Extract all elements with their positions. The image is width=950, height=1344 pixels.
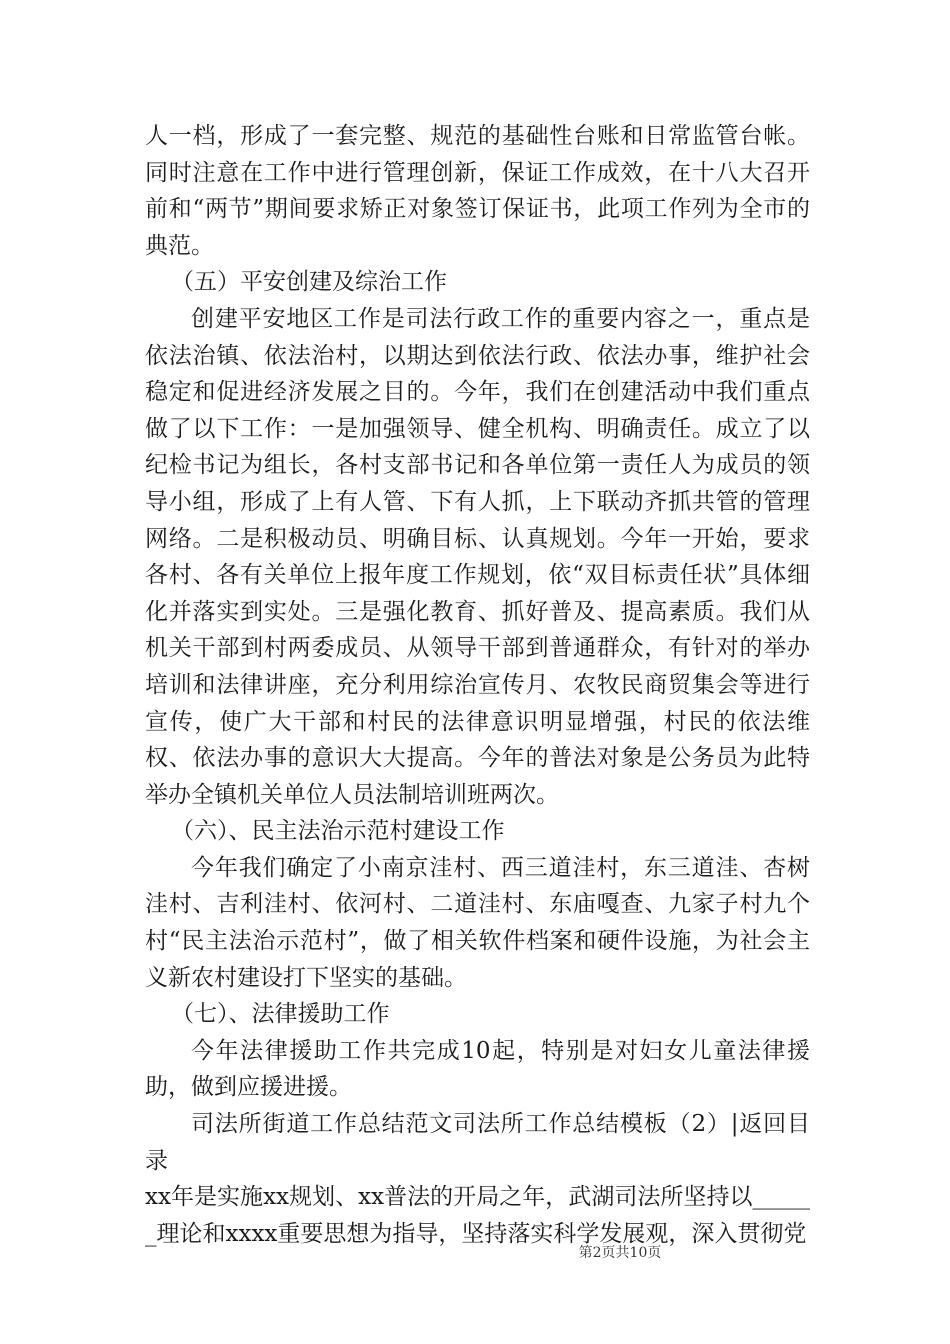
section-heading-democratic-villages: （六）、民主法治示范村建设工作 xyxy=(171,818,505,845)
paragraph-archive-management: 人一档，形成了一套完整、规范的基础性台账和日常监管台帐。同时注意在工作中进行管理创新，保证工作成效，在十八大召开前和“两节”期间要求矫正对象签订保证书，此项工作列为全市的典范。 xyxy=(145,123,810,259)
paragraph-safety-creation: 创建平安地区工作是司法行政工作的重要内容之一，重点是依法治镇、依法治村，以期达到依法行政、依法办事，维护社会稳定和促进经济发展之目的。今年，我们在创建活动中我们重点做了以下工作：一是加强领导、健全机构、明确责任。成立了以纪检书记为组长，各村支部书记和各单位第一责任人为成员的领导小组，形成了上有人管、下有人抓，上下联动齐抓共管的管理网络。二是积极动员、明确目标、认真规划。今年一开始，要求各村、各有关单位上报年度工作规划，依“双目标责任状”具体细化并落实到实处。三是强化教育、抓好普及、提高素质。我们从机关干部到村两委成员、从领导干部到普通群众，有针对的举办培训和法律讲座，充分利用综治宣传月、农牧民商贸集会等进行宣传，使广大干部和村民的法律意识明显增强，村民的依法维权、依法办事的意识大大提高。今年的普法对象是公务员为此特举办全镇机关单位人员法制培训班两次。 xyxy=(145,305,810,808)
page-number: 第2页共10页 xyxy=(578,1245,662,1261)
document-body xyxy=(145,118,810,1252)
paragraph-democratic-villages: 今年我们确定了小南京洼村、西三道洼村，东三道洼、杏树洼村、吉利洼村、依河村、二道洼村、东庙嘎查、九家子村九个村“民主法治示范村”，做了相关软件档案和硬件设施，为社会主义新农村建设打下坚实的基础。 xyxy=(145,854,810,991)
paragraph-legal-aid: 今年法律援助工作共完成10起，特别是对妇女儿童法律援助，做到应援进援。 xyxy=(145,1037,810,1101)
section-heading-legal-aid: （七）、法律援助工作 xyxy=(171,1001,390,1028)
section-heading-safety-creation: （五）平安创建及综治工作 xyxy=(171,269,447,296)
paragraph-wuhu-intro: xx年是实施xx规划、xx普法的开局之年，武湖司法所坚持以______理论和xxxx重要思想为指导，坚持落实科学发展观，深入贯彻党 xyxy=(145,1184,810,1247)
subdocument-title-link[interactable]: 司法所街道工作总结范文司法所工作总结模板（2）|返回目录 xyxy=(145,1111,810,1174)
